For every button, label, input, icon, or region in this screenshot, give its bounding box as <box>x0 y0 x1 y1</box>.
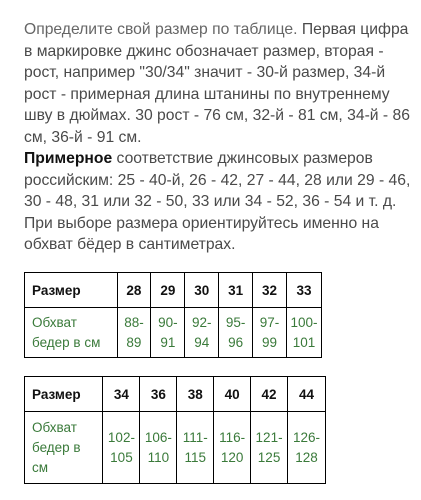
size-table-1 <box>24 272 322 358</box>
hip-cell: 111-115 <box>177 412 214 484</box>
hip-cell: 95-96 <box>219 308 253 358</box>
hip-cell: 92-94 <box>185 308 219 358</box>
hip-cell: 100-101 <box>286 308 321 358</box>
hip-cell: 126-128 <box>288 412 326 484</box>
size-cell: 32 <box>253 273 287 308</box>
size-cell: 42 <box>251 377 288 412</box>
size-guide-text <box>24 19 414 256</box>
intro-lead: Определите свой размер по таблице. <box>24 21 298 38</box>
hip-cell: 106-110 <box>140 412 177 484</box>
table-row <box>25 308 322 358</box>
hip-cell: 102-105 <box>103 412 140 484</box>
table-header-row <box>25 377 326 412</box>
hip-cell: 116-120 <box>214 412 251 484</box>
hip-cell: 88-89 <box>117 308 151 358</box>
header-label: Размер <box>25 273 118 308</box>
size-cell: 33 <box>286 273 321 308</box>
size-cell: 28 <box>117 273 151 308</box>
hip-cell: 90-91 <box>151 308 185 358</box>
hip-cell: 121-125 <box>251 412 288 484</box>
intro-correspondence: соответствие джинсовых размеров российским: 25 - 40-й, 26 - 42, 27 - 44, 28 или 29 - 46, 30 - 48, 31 или 32 - 50, 33 или 34 - 52, 36 - 54 и т. д. При выборе размера ориентируйтесь именно на обхват бёдер в сантиметрах. <box>24 150 411 253</box>
size-cell: 38 <box>177 377 214 412</box>
size-cell: 34 <box>103 377 140 412</box>
table-header-row <box>25 273 322 308</box>
row-label: Обхват бедер в см <box>25 412 103 484</box>
size-cell: 30 <box>185 273 219 308</box>
row-label: Обхват бедер в см <box>25 308 118 358</box>
size-cell: 31 <box>219 273 253 308</box>
size-cell: 44 <box>288 377 326 412</box>
hip-cell: 97-99 <box>253 308 287 358</box>
size-table-2 <box>24 376 326 484</box>
intro-explanation: Первая цифра в маркировке джинс обозначает размер, вторая - рост, например "30/34" значит - 30-й размер, 34-й рост - примерная длина штанины по внутреннему шву в дюймах. 30 рост - 76 см, 32-й - 81 см, 34-й - 86 см, 36-й - 91 см. <box>24 21 410 146</box>
header-label: Размер <box>25 377 103 412</box>
size-cell: 36 <box>140 377 177 412</box>
size-cell: 29 <box>151 273 185 308</box>
size-cell: 40 <box>214 377 251 412</box>
table-row <box>25 412 326 484</box>
intro-bold-word: Примерное <box>24 150 113 167</box>
